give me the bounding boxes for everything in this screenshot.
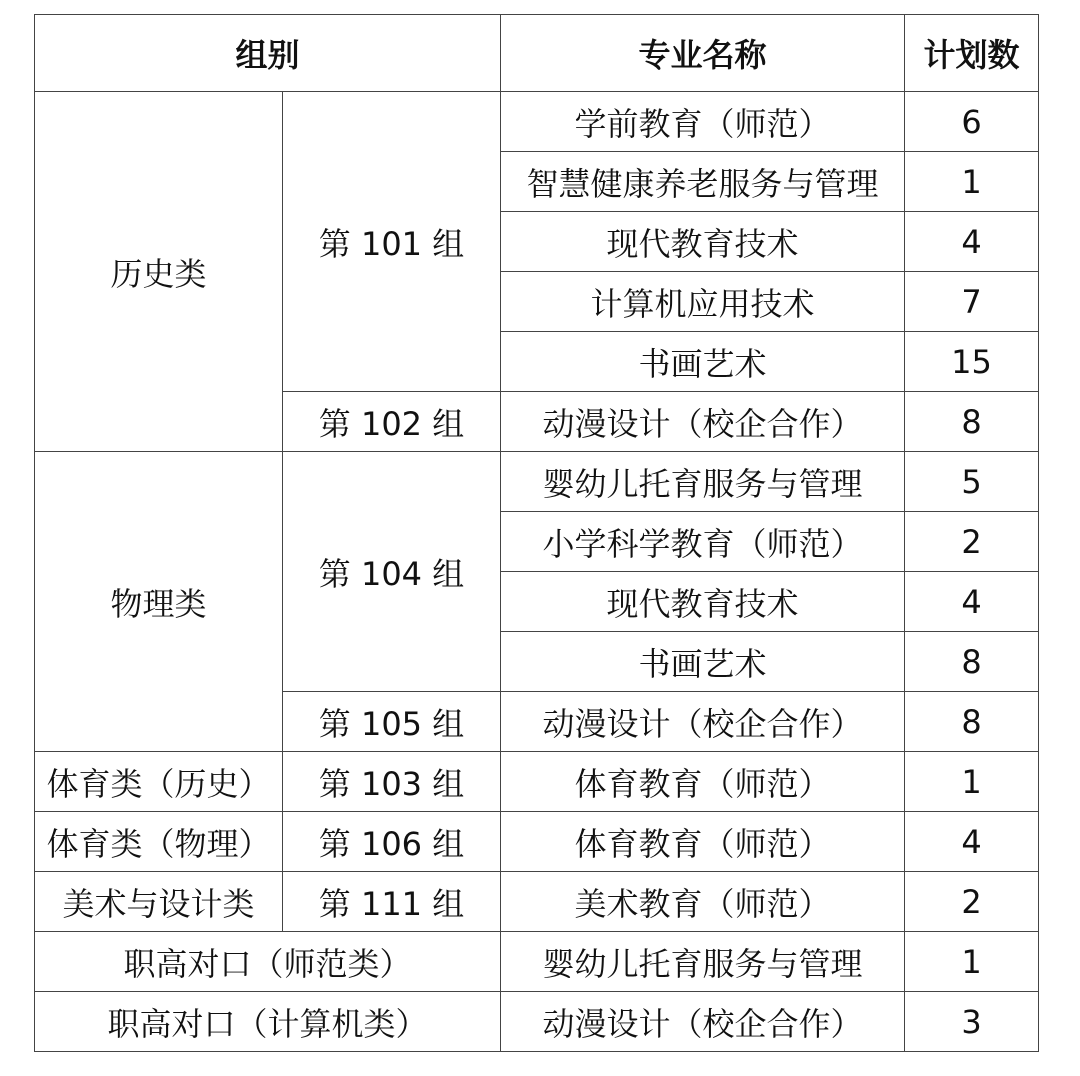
count-cell: 8 bbox=[905, 692, 1039, 752]
category-cell: 历史类 bbox=[35, 92, 283, 452]
group-cell: 第 102 组 bbox=[283, 392, 501, 452]
table-row bbox=[35, 872, 1039, 932]
header-major-name: 专业名称 bbox=[501, 15, 905, 92]
count-cell: 1 bbox=[905, 932, 1039, 992]
count-cell: 4 bbox=[905, 212, 1039, 272]
group-cell: 第 104 组 bbox=[283, 452, 501, 692]
major-cell: 计算机应用技术 bbox=[501, 272, 905, 332]
group-cell: 第 111 组 bbox=[283, 872, 501, 932]
major-cell: 现代教育技术 bbox=[501, 212, 905, 272]
table-row bbox=[35, 812, 1039, 872]
vocational-category-cell: 职高对口（师范类） bbox=[35, 932, 501, 992]
count-cell: 5 bbox=[905, 452, 1039, 512]
count-cell: 7 bbox=[905, 272, 1039, 332]
vocational-category-cell: 职高对口（计算机类） bbox=[35, 992, 501, 1052]
major-cell: 婴幼儿托育服务与管理 bbox=[501, 452, 905, 512]
major-cell: 书画艺术 bbox=[501, 632, 905, 692]
table-row bbox=[35, 452, 1039, 512]
category-cell: 物理类 bbox=[35, 452, 283, 752]
header-group-category: 组别 bbox=[35, 15, 501, 92]
header-plan-count: 计划数 bbox=[905, 15, 1039, 92]
count-cell: 15 bbox=[905, 332, 1039, 392]
major-cell: 小学科学教育（师范） bbox=[501, 512, 905, 572]
table-row bbox=[35, 752, 1039, 812]
group-cell: 第 106 组 bbox=[283, 812, 501, 872]
category-cell: 体育类（物理） bbox=[35, 812, 283, 872]
enrollment-plan-table bbox=[34, 14, 1039, 1052]
count-cell: 4 bbox=[905, 812, 1039, 872]
major-cell: 婴幼儿托育服务与管理 bbox=[501, 932, 905, 992]
table-row bbox=[35, 92, 1039, 152]
count-cell: 2 bbox=[905, 512, 1039, 572]
count-cell: 2 bbox=[905, 872, 1039, 932]
header-row bbox=[35, 15, 1039, 92]
table-row bbox=[35, 992, 1039, 1052]
count-cell: 1 bbox=[905, 152, 1039, 212]
major-cell: 动漫设计（校企合作） bbox=[501, 992, 905, 1052]
major-cell: 现代教育技术 bbox=[501, 572, 905, 632]
major-cell: 美术教育（师范） bbox=[501, 872, 905, 932]
group-cell: 第 105 组 bbox=[283, 692, 501, 752]
count-cell: 1 bbox=[905, 752, 1039, 812]
major-cell: 智慧健康养老服务与管理 bbox=[501, 152, 905, 212]
count-cell: 6 bbox=[905, 92, 1039, 152]
major-cell: 书画艺术 bbox=[501, 332, 905, 392]
major-cell: 体育教育（师范） bbox=[501, 812, 905, 872]
major-cell: 学前教育（师范） bbox=[501, 92, 905, 152]
count-cell: 8 bbox=[905, 632, 1039, 692]
count-cell: 8 bbox=[905, 392, 1039, 452]
major-cell: 动漫设计（校企合作） bbox=[501, 692, 905, 752]
category-cell: 美术与设计类 bbox=[35, 872, 283, 932]
table-row bbox=[35, 932, 1039, 992]
count-cell: 3 bbox=[905, 992, 1039, 1052]
major-cell: 动漫设计（校企合作） bbox=[501, 392, 905, 452]
group-cell: 第 103 组 bbox=[283, 752, 501, 812]
group-cell: 第 101 组 bbox=[283, 92, 501, 392]
major-cell: 体育教育（师范） bbox=[501, 752, 905, 812]
count-cell: 4 bbox=[905, 572, 1039, 632]
category-cell: 体育类（历史） bbox=[35, 752, 283, 812]
